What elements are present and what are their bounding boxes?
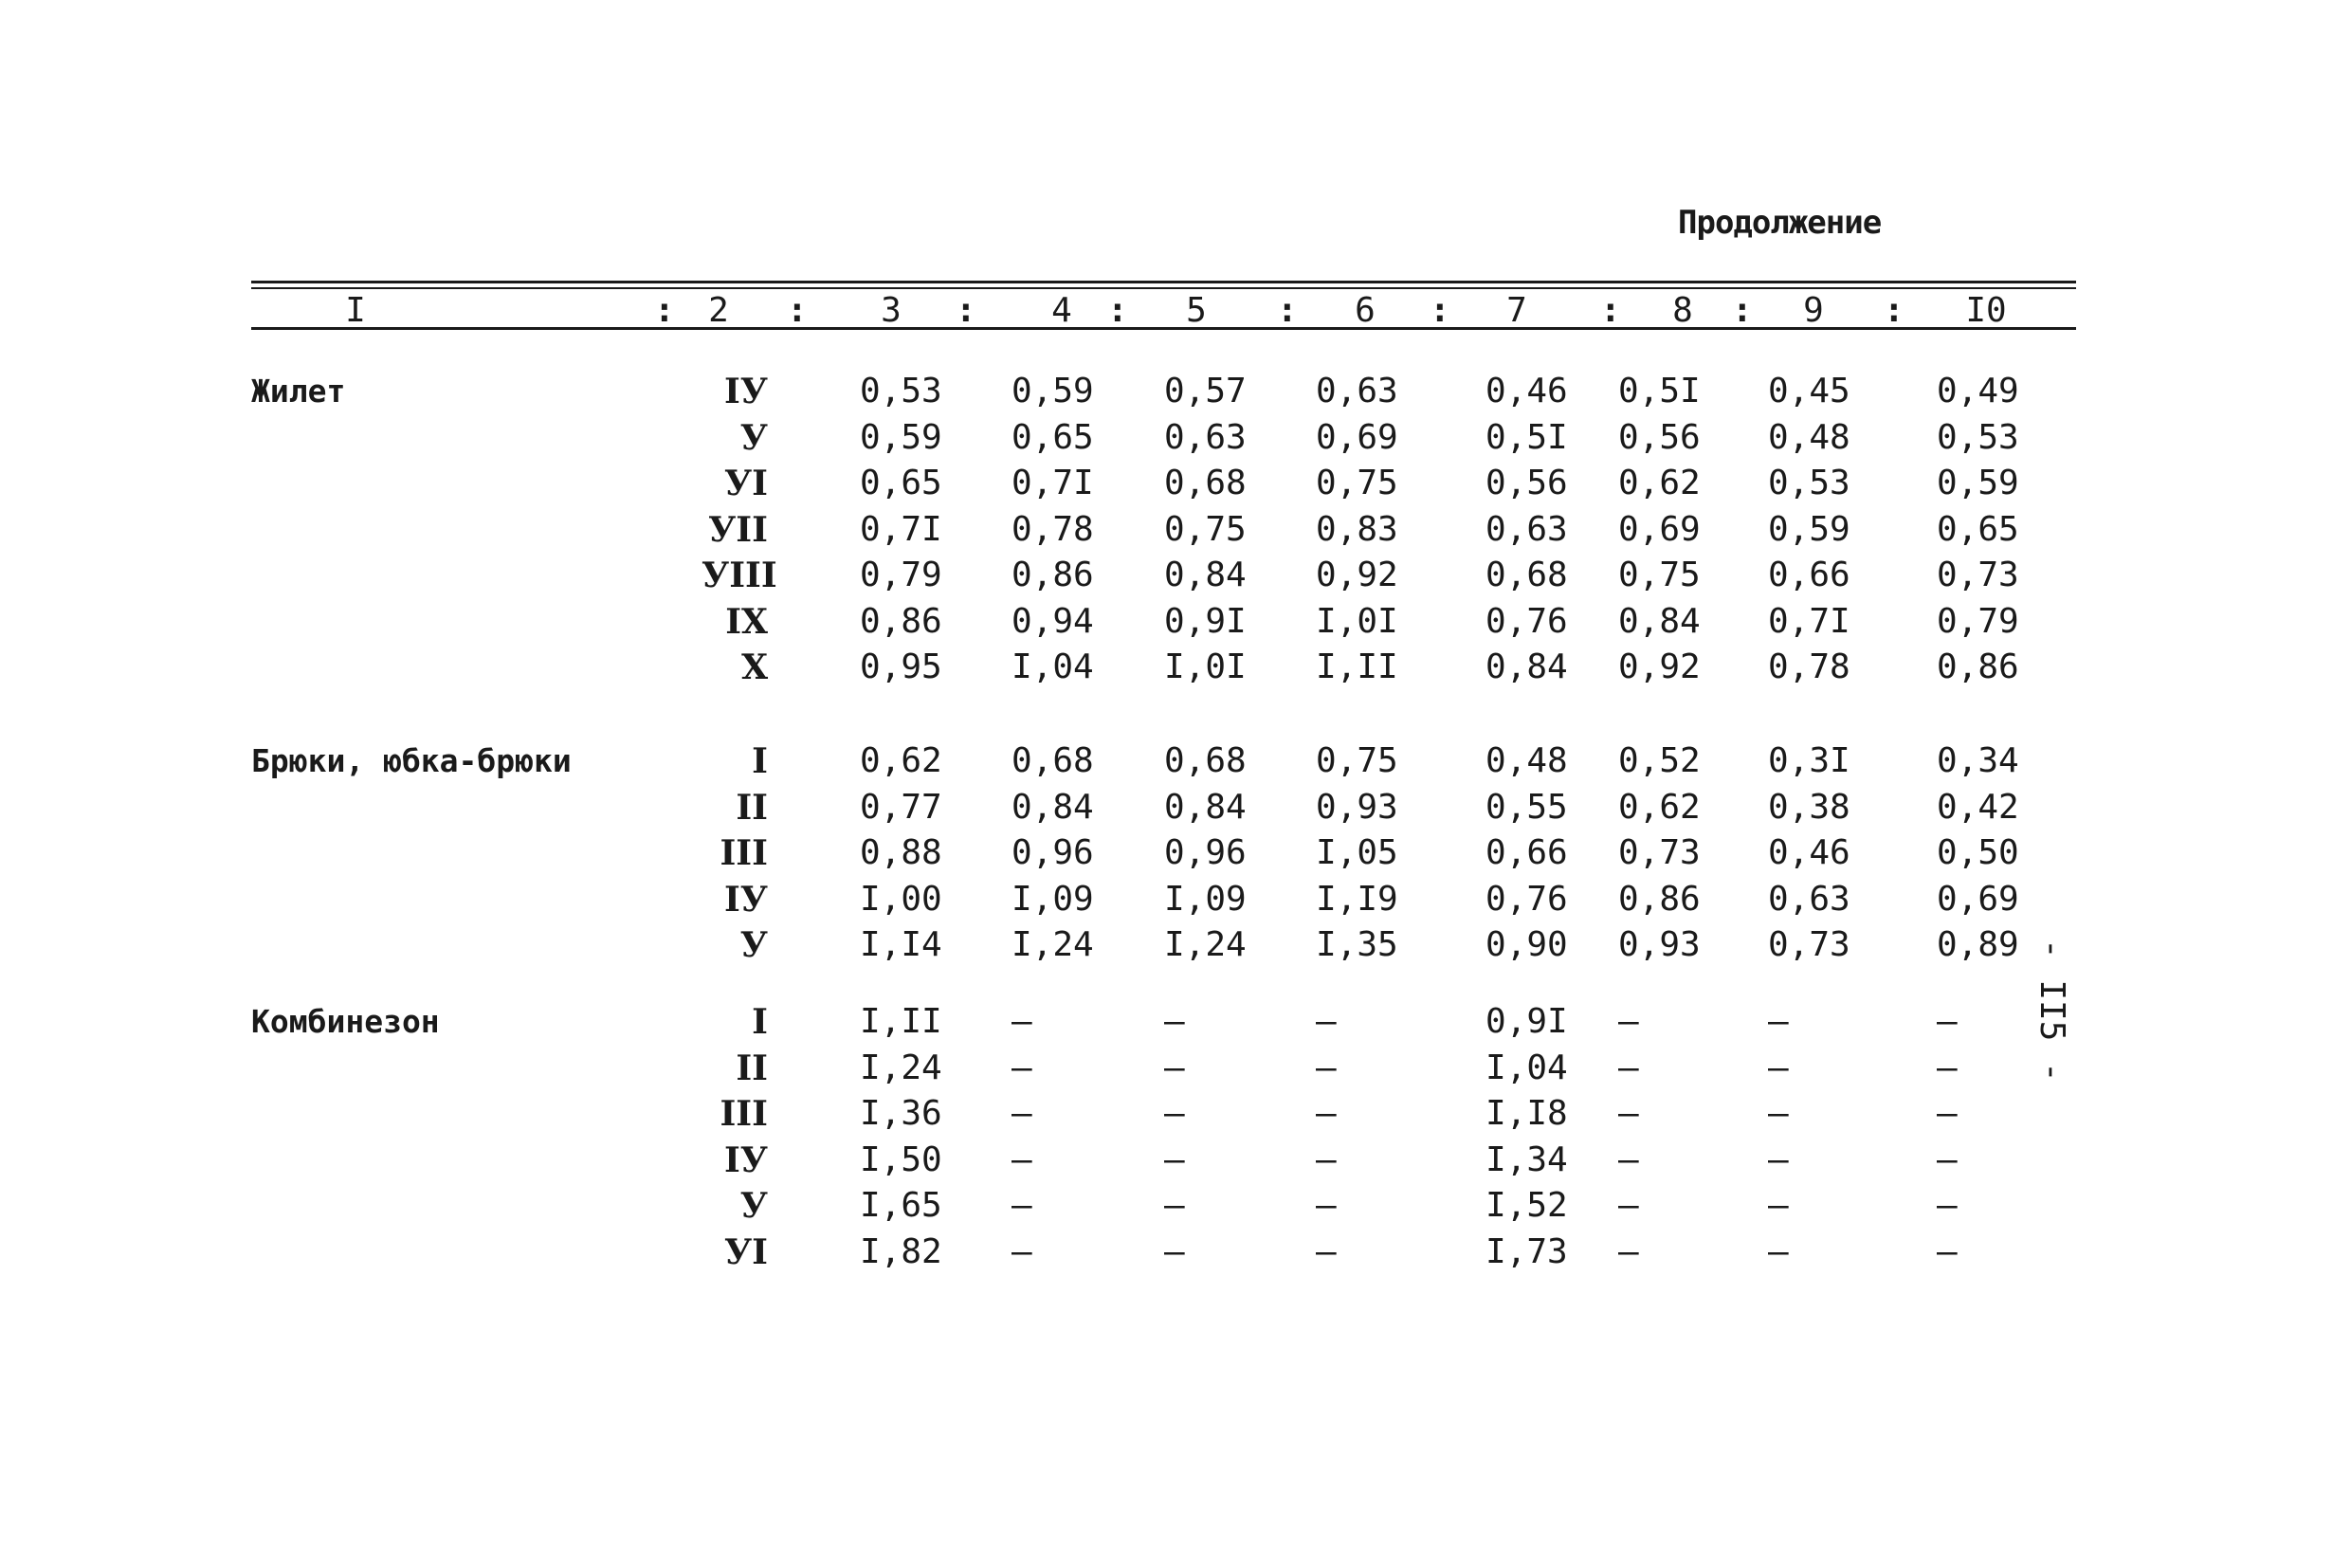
table-cell: – [1937, 1140, 1958, 1179]
table-cell: – [1011, 1186, 1032, 1225]
table-cell: – [1316, 1094, 1337, 1133]
table-row [0, 1046, 2351, 1092]
table-cell: I,65 [860, 1186, 942, 1225]
table-cell: 0,46 [1768, 833, 1850, 872]
table-cell: – [1011, 1002, 1032, 1041]
table-cell: 0,9I [1485, 1002, 1568, 1041]
table-cell: 0,73 [1618, 833, 1701, 872]
table-cell: 0,86 [1011, 556, 1094, 594]
table-cell: I,52 [1485, 1186, 1568, 1225]
table-cell: 0,59 [860, 417, 942, 457]
table-cell: I,09 [1011, 879, 1094, 919]
table-cell: – [1937, 1048, 1958, 1087]
table-cell: 0,63 [1316, 372, 1398, 410]
table-cell: 0,78 [1768, 647, 1850, 686]
table-row [0, 1183, 2351, 1230]
table-cell: 0,49 [1937, 372, 2019, 410]
table-row [0, 461, 2351, 507]
table-cell: – [1316, 1231, 1337, 1271]
table-section-coverall [0, 999, 2351, 1275]
table-cell: 0,75 [1316, 741, 1398, 780]
table-cell: – [1937, 1231, 1958, 1271]
table-cell: 0,79 [1937, 601, 2019, 641]
table-cell: – [1768, 1140, 1789, 1179]
size-code: УIII [702, 556, 777, 595]
column-separator: : [1430, 291, 1450, 330]
table-cell: 0,69 [1618, 509, 1701, 549]
table-cell: 0,48 [1485, 741, 1568, 780]
table-cell: 0,52 [1618, 741, 1701, 780]
column-separator: : [1884, 291, 1904, 330]
column-header-1: I [345, 291, 366, 330]
table-cell: 0,93 [1618, 925, 1701, 964]
column-separator: : [1277, 291, 1298, 330]
table-cell: – [1316, 1002, 1337, 1041]
table-cell: – [1768, 1094, 1789, 1133]
table-cell: 0,84 [1164, 787, 1247, 827]
continuation-label: Продолжение [1678, 204, 1882, 242]
size-code: II [736, 787, 768, 828]
table-cell: 0,68 [1485, 556, 1568, 594]
table-cell: 0,62 [1618, 464, 1701, 502]
table-cell: 0,69 [1316, 417, 1398, 457]
table-cell: 0,84 [1164, 556, 1247, 594]
column-header-3: 3 [881, 291, 902, 330]
table-row [0, 553, 2351, 599]
table-cell: 0,53 [1937, 417, 2019, 457]
size-code: IУ [723, 372, 768, 411]
table-cell: I,24 [1164, 925, 1247, 964]
table-cell: – [1164, 1186, 1185, 1225]
table-cell: 0,68 [1164, 741, 1247, 780]
table-cell: 0,88 [860, 833, 942, 872]
table-cell: 0,38 [1768, 787, 1850, 827]
size-code: I [752, 741, 768, 781]
table-cell: 0,5I [1485, 417, 1568, 457]
column-separator: : [654, 291, 675, 330]
size-code: У [739, 925, 768, 965]
table-cell: I,24 [1011, 925, 1094, 964]
table-row [0, 1230, 2351, 1276]
size-code: IУ [723, 879, 768, 920]
table-cell: 0,5I [1618, 372, 1701, 410]
table-cell: I,09 [1164, 879, 1247, 919]
table-cell: 0,90 [1485, 925, 1568, 964]
section-name: Брюки, юбка-брюки [251, 742, 572, 779]
table-cell: 0,96 [1011, 833, 1094, 872]
table-cell: 0,83 [1316, 509, 1398, 549]
column-separator: : [1732, 291, 1753, 330]
column-header-5: 5 [1186, 291, 1207, 330]
table-cell: 0,7I [860, 509, 942, 549]
table-cell: 0,53 [860, 372, 942, 410]
table-cell: – [1164, 1231, 1185, 1271]
column-separator: : [1600, 291, 1621, 330]
table-cell: I,36 [860, 1094, 942, 1133]
table-cell: 0,56 [1618, 417, 1701, 457]
table-row [0, 999, 2351, 1046]
table-cell: – [1316, 1186, 1337, 1225]
table-row [0, 507, 2351, 554]
table-cell: 0,75 [1618, 556, 1701, 594]
table-cell: I,24 [860, 1048, 942, 1087]
table-cell: I,05 [1316, 833, 1398, 872]
table-cell: 0,92 [1618, 647, 1701, 686]
table-cell: I,82 [860, 1231, 942, 1271]
table-cell: I,I4 [860, 925, 942, 964]
table-cell: 0,86 [1937, 647, 2019, 686]
table-row [0, 785, 2351, 831]
table-row [0, 1138, 2351, 1184]
column-header-2: 2 [708, 291, 729, 330]
table-cell: – [1937, 1094, 1958, 1133]
table-cell: – [1618, 1231, 1639, 1271]
table-cell: 0,45 [1768, 372, 1850, 410]
table-cell: – [1618, 1186, 1639, 1225]
table-cell: 0,92 [1316, 556, 1398, 594]
table-cell: – [1164, 1002, 1185, 1041]
table-cell: 0,7I [1768, 601, 1850, 641]
header-top-rule [251, 281, 2076, 283]
table-cell: 0,56 [1485, 464, 1568, 502]
table-cell: 0,59 [1768, 509, 1850, 549]
table-cell: – [1316, 1048, 1337, 1087]
size-code: IX [725, 601, 768, 642]
table-cell: 0,93 [1316, 787, 1398, 827]
table-cell: 0,96 [1164, 833, 1247, 872]
size-code: III [720, 1094, 768, 1134]
column-header-8: 8 [1672, 291, 1693, 330]
table-cell: 0,75 [1316, 464, 1398, 502]
table-cell: I,II [1316, 647, 1398, 686]
size-code: IУ [723, 1140, 768, 1180]
table-cell: – [1768, 1231, 1789, 1271]
table-cell: 0,86 [860, 601, 942, 641]
table-cell: – [1768, 1002, 1789, 1041]
table-cell: 0,3I [1768, 741, 1850, 780]
table-cell: 0,55 [1485, 787, 1568, 827]
table-cell: 0,65 [1011, 417, 1094, 457]
table-cell: 0,63 [1768, 879, 1850, 919]
table-row [0, 738, 2351, 785]
size-code: II [736, 1048, 768, 1088]
table-cell: – [1164, 1140, 1185, 1179]
table-row [0, 369, 2351, 415]
header-bottom-rule [251, 327, 2076, 330]
table-cell: I,0I [1164, 647, 1247, 686]
table-cell: 0,34 [1937, 741, 2019, 780]
table-cell: 0,48 [1768, 417, 1850, 457]
table-cell: – [1164, 1094, 1185, 1133]
table-cell: – [1768, 1048, 1789, 1087]
table-cell: 0,63 [1485, 509, 1568, 549]
table-cell: I,34 [1485, 1140, 1568, 1179]
table-cell: 0,84 [1011, 787, 1094, 827]
size-code: УI [723, 464, 768, 503]
table-cell: 0,68 [1164, 464, 1247, 502]
table-cell: – [1937, 1002, 1958, 1041]
table-section-trousers [0, 738, 2351, 969]
table-cell: 0,69 [1937, 879, 2019, 919]
table-cell: – [1011, 1048, 1032, 1087]
table-cell: 0,62 [1618, 787, 1701, 827]
section-name: Комбинезон [251, 1003, 440, 1040]
table-row [0, 830, 2351, 877]
table-cell: – [1011, 1231, 1032, 1271]
table-cell: – [1164, 1048, 1185, 1087]
size-code: У [739, 417, 768, 458]
table-cell: 0,66 [1768, 556, 1850, 594]
table-row [0, 645, 2351, 691]
table-row [0, 877, 2351, 923]
table-cell: I,04 [1485, 1048, 1568, 1087]
column-separator: : [956, 291, 976, 330]
header-top-rule-double [251, 287, 2076, 289]
table-cell: – [1011, 1094, 1032, 1133]
table-cell: 0,42 [1937, 787, 2019, 827]
table-cell: – [1618, 1048, 1639, 1087]
table-cell: 0,77 [860, 787, 942, 827]
table-cell: – [1011, 1140, 1032, 1179]
table-cell: 0,94 [1011, 601, 1094, 641]
table-cell: – [1768, 1186, 1789, 1225]
table-cell: I,0I [1316, 601, 1398, 641]
column-separator: : [787, 291, 808, 330]
table-cell: 0,7I [1011, 464, 1094, 502]
table-cell: – [1937, 1186, 1958, 1225]
table-section-vest [0, 369, 2351, 691]
table-cell: 0,57 [1164, 372, 1247, 410]
table-cell: 0,95 [860, 647, 942, 686]
table-cell: 0,84 [1618, 601, 1701, 641]
table-cell: I,I9 [1316, 879, 1398, 919]
table-cell: 0,50 [1937, 833, 2019, 872]
table-cell: I,II [860, 1002, 942, 1041]
table-cell: I,35 [1316, 925, 1398, 964]
size-code: I [752, 1002, 768, 1042]
table-cell: 0,89 [1937, 925, 2019, 964]
column-header-9: 9 [1803, 291, 1824, 330]
table-cell: 0,53 [1768, 464, 1850, 502]
size-code: X [741, 647, 768, 687]
table-cell: – [1618, 1002, 1639, 1041]
column-header-4: 4 [1051, 291, 1072, 330]
table-cell: – [1618, 1140, 1639, 1179]
table-cell: I,00 [860, 879, 942, 919]
table-cell: 0,79 [860, 556, 942, 594]
table-cell: I,73 [1485, 1231, 1568, 1271]
table-cell: 0,78 [1011, 509, 1094, 549]
table-cell: 0,65 [860, 464, 942, 502]
table-row [0, 1091, 2351, 1138]
column-header-7: 7 [1506, 291, 1527, 330]
column-separator: : [1107, 291, 1128, 330]
table-cell: 0,68 [1011, 741, 1094, 780]
table-cell: 0,73 [1937, 556, 2019, 594]
table-cell: 0,73 [1768, 925, 1850, 964]
page-number: - II5 - [2032, 939, 2071, 1083]
column-header-10: I0 [1965, 291, 2007, 330]
table-cell: 0,46 [1485, 372, 1568, 410]
table-row [0, 599, 2351, 646]
size-code: УII [708, 509, 768, 550]
table-cell: 0,86 [1618, 879, 1701, 919]
table-cell: 0,76 [1485, 879, 1568, 919]
table-row [0, 415, 2351, 462]
size-code: У [739, 1186, 768, 1226]
table-cell: 0,76 [1485, 601, 1568, 641]
table-cell: 0,75 [1164, 509, 1247, 549]
section-name: Жилет [251, 373, 346, 410]
table-cell: 0,84 [1485, 647, 1568, 686]
table-cell: 0,63 [1164, 417, 1247, 457]
table-cell: – [1618, 1094, 1639, 1133]
table-cell: 0,66 [1485, 833, 1568, 872]
table-cell: I,04 [1011, 647, 1094, 686]
table-cell: 0,62 [860, 741, 942, 780]
table-cell: 0,59 [1937, 464, 2019, 502]
table-cell: 0,59 [1011, 372, 1094, 410]
size-code: III [720, 833, 768, 873]
table-cell: – [1316, 1140, 1337, 1179]
table-cell: I,50 [860, 1140, 942, 1179]
size-code: УI [723, 1231, 768, 1272]
column-header-6: 6 [1355, 291, 1376, 330]
table-cell: I,I8 [1485, 1094, 1568, 1133]
table-cell: 0,65 [1937, 509, 2019, 549]
table-cell: 0,9I [1164, 601, 1247, 641]
table-row [0, 922, 2351, 969]
